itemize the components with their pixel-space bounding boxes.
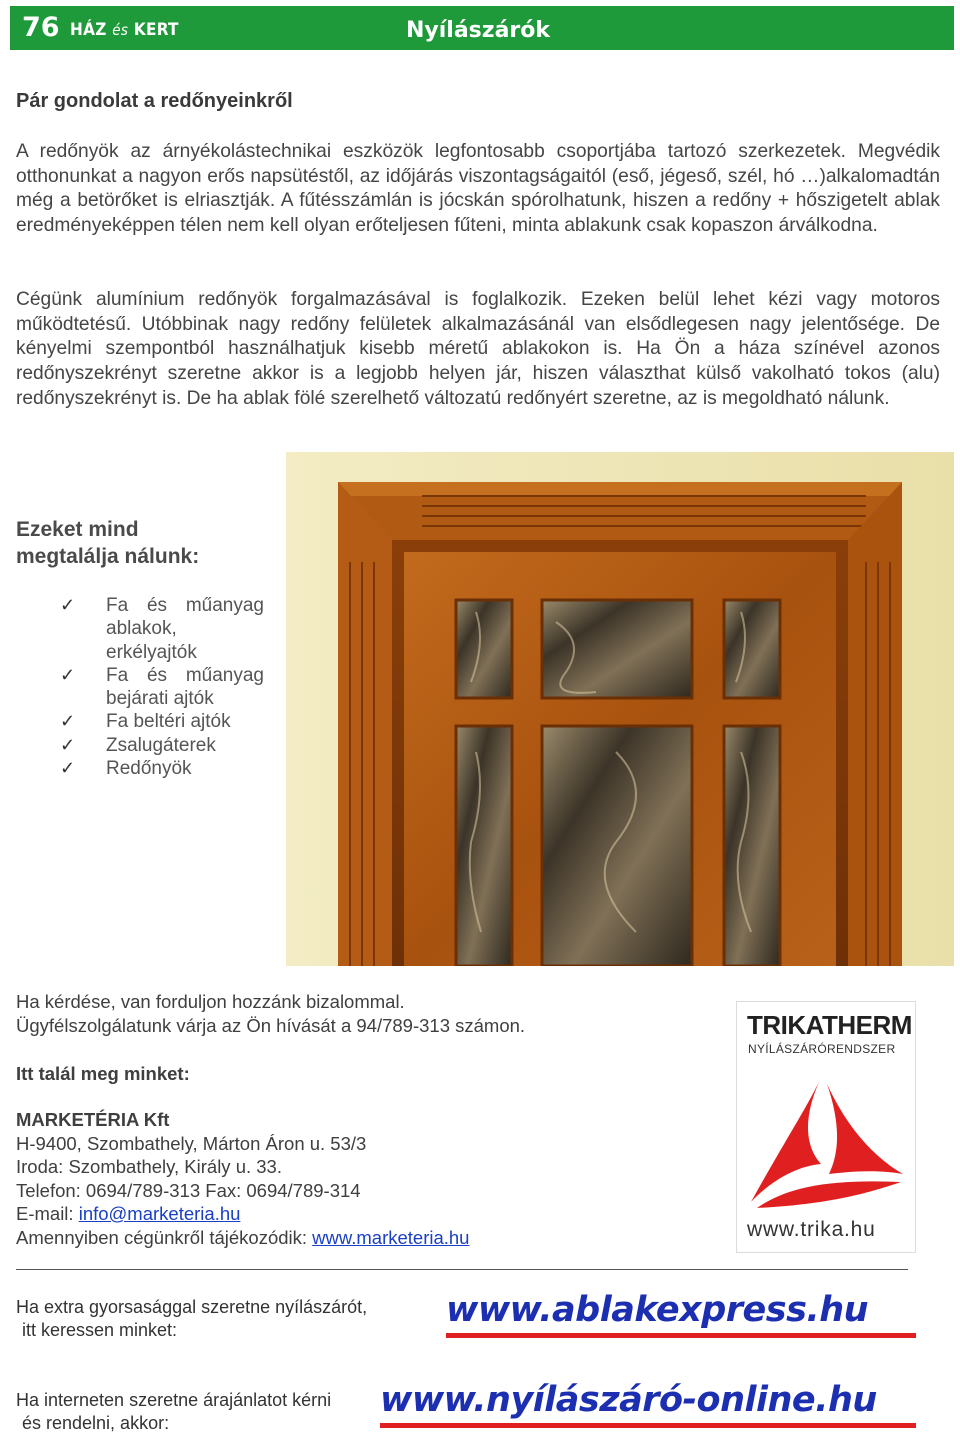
magazine-name-es: és (112, 21, 129, 39)
company-name: MARKETÉRIA Kft (16, 1109, 170, 1130)
check-icon: ✓ (60, 758, 76, 779)
products-title (16, 516, 199, 570)
product-list-item (60, 710, 290, 733)
triangle-logo-icon (743, 1074, 909, 1214)
header-bar (10, 6, 954, 50)
logo-url: www.trika.hu (747, 1218, 876, 1241)
check-icon: ✓ (60, 711, 76, 732)
product-name: Zsalugáterek (106, 734, 216, 756)
article-paragraph-1: A redőnyök az árnyékolástechnikai eszközök legfontosabb csoportjába tartozó szerkezetek. Megvédik otthonunkat a nagyon erős napsütéstől, az időjárás viszontagságaitól (eső, jégeső, szél, hó …)alkalomadtán még a betörőket is elriasztják. A fűtésszámlán is jócskán spórolhatunk, hiszen a redőny + hőszigetelt ablak eredményeképpen télen nem kell olyan erőteljesen fűteni, minta ablakunk csak kopaszon árválkodna. (16, 141, 940, 237)
product-name: Fa és műanyag ablakok, erkélyajtók (106, 595, 264, 663)
contact-line-1: Ha kérdése, van forduljon hozzánk bizalommal. (16, 991, 405, 1012)
contact-intro (16, 990, 525, 1037)
trikatherm-logo (736, 1001, 916, 1253)
products-title-line1: Ezeket mind (16, 518, 139, 541)
divider (16, 1269, 908, 1270)
article-paragraph-2: Cégünk alumínium redőnyök forgalmazásával is foglalkozik. Ezeken belül lehet kézi vagy motoros működtetésű. Utóbbinak nagy redőny felületek alkalmazásánál van elsődlegesen nagy jelentősége. De kényelmi szempontból használhatjuk kisebb méretű ablakokon is. Ha Ön a háza színével azonos redőnyszekrényt szeretne akkor is a legjobb helyen jár, hiszen választhat külső vakolható tokos (alu) redőnyszekrényt is. De ha ablak fölé szerelhető változatú redőnyért szeretne, az is megoldható nálunk. (16, 289, 940, 409)
company-phone: Telefon: 0694/789-313 Fax: 0694/789-314 (16, 1179, 361, 1201)
website-link[interactable]: www.marketeria.hu (312, 1226, 470, 1248)
products-title-line2: megtalálja nálunk: (16, 545, 200, 568)
page-number: 76 (22, 12, 60, 43)
web-label: Amennyiben cégünkről tájékozódik: (16, 1226, 313, 1248)
email-link[interactable]: info@marketeria.hu (78, 1203, 241, 1224)
company-details (16, 1108, 469, 1249)
ad1-text (16, 1296, 367, 1342)
check-icon: ✓ (60, 595, 76, 615)
section-title: Nyílászárók (406, 18, 551, 43)
magazine-name-part2: KERT (133, 20, 179, 40)
product-name: Fa és műanyag bejárati ajtók (106, 664, 264, 710)
product-list-item (60, 757, 290, 780)
product-list-item (60, 594, 290, 664)
product-name: Fa beltéri ajtók (106, 711, 231, 733)
ad2-text (16, 1389, 331, 1435)
check-icon: ✓ (60, 664, 76, 685)
nyilaszaro-online-link[interactable]: www.nyílászáró-online.hu (380, 1380, 877, 1420)
ad2-underline (380, 1423, 916, 1428)
company-office: Iroda: Szombathely, Király u. 33. (16, 1156, 282, 1177)
ablakexpress-link[interactable]: www.ablakexpress.hu (446, 1290, 869, 1330)
ad2-line1: Ha interneten szeretne árajánlatot kérni (16, 1390, 332, 1410)
logo-brand: TRIKATHERM (747, 1010, 912, 1040)
contact-line-2: Ügyfélszolgálatunk várja az Ön hívását a 94/789-313 számon. (16, 1014, 526, 1036)
company-email-row (16, 1202, 469, 1226)
product-list (60, 594, 290, 780)
magazine-name-part1: HÁZ (70, 20, 107, 40)
logo-subtitle: NYÍLÁSZÁRÓRENDSZER (748, 1042, 896, 1056)
email-label: E-mail: (16, 1203, 79, 1224)
ad1-underline (446, 1333, 916, 1338)
company-address: H-9400, Szombathely, Márton Áron u. 53/3 (16, 1132, 367, 1154)
door-photo (286, 452, 954, 966)
find-us-heading: Itt talál meg minket: (16, 1063, 190, 1084)
check-icon: ✓ (60, 734, 76, 755)
product-list-item (60, 734, 290, 757)
article-title: Pár gondolat a redőnyeinkről (16, 90, 293, 112)
company-web-row (16, 1226, 469, 1250)
ad2-line2: és rendelni, akkor: (22, 1413, 170, 1433)
ad1-line2: itt keressen minket: (22, 1320, 178, 1340)
product-list-item (60, 664, 290, 711)
ad1-line1: Ha extra gyorsasággal szeretne nyílászárót, (16, 1297, 368, 1317)
product-name: Redőnyök (106, 758, 192, 780)
magazine-name (70, 20, 179, 40)
